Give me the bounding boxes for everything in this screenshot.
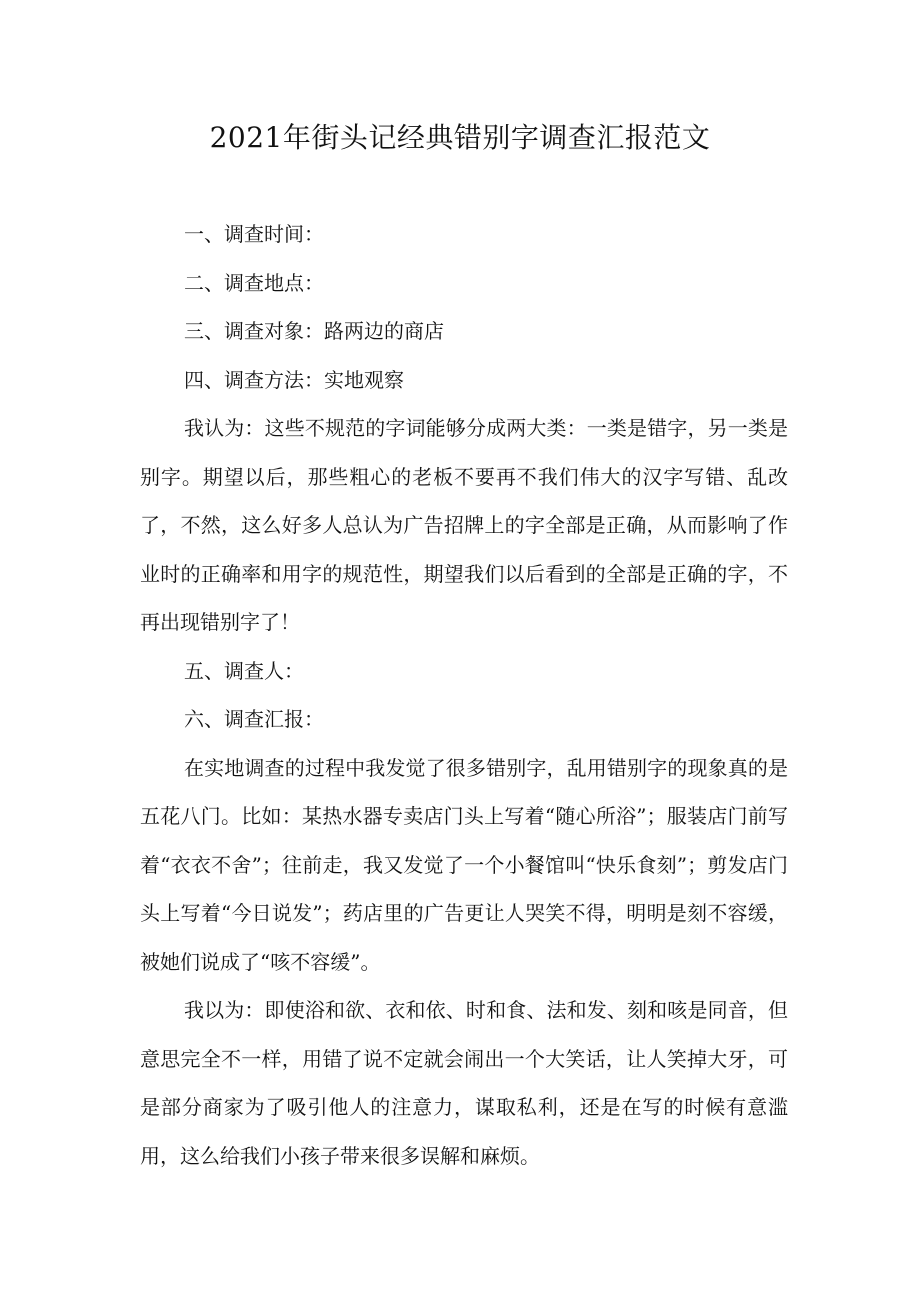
document-body (140, 210, 788, 1180)
survey-report-heading: 六、调查汇报： (184, 707, 324, 731)
document-title: 2021年街头记经典错别字调查汇报范文 (209, 121, 711, 154)
surveyor-line: 五、调查人： (184, 658, 304, 683)
survey-target-line: 三、调查对象：路两边的商店 (184, 319, 444, 343)
survey-location-line: 二、调查地点： (184, 270, 324, 295)
conclusion-paragraph: 我以为：即使浴和欲、衣和依、时和食、法和发、刻和咳是同音，但意思完全不一样，用错了说不定就会闹出一个大笑话，让人笑掉大牙，可是部分商家为了吸引他人的注意力，谋取私利，还是在写的时候有意滥用，这么给我们小孩子带来很多误解和麻烦。 (140, 998, 788, 1168)
opinion-paragraph: 我认为：这些不规范的字词能够分成两大类：一类是错字，另一类是别字。期望以后，那些粗心的老板不要再不我们伟大的汉字写错、乱改了，不然，这么好多人总认为广告招牌上的字全部是正确，从而影响了作业时的正确率和用字的规范性，期望我们以后看到的全部是正确的字，不再出现错别字了！ (140, 416, 788, 634)
survey-method-line: 四、调查方法：实地观察 (184, 367, 404, 392)
findings-paragraph: 在实地调查的过程中我发觉了很多错别字，乱用错别字的现象真的是五花八门。比如：某热水器专卖店门头上写着“随心所浴”；服装店门前写着“衣衣不舍”；往前走，我又发觉了一个小餐馆叫“快乐食刻”；剪发店门头上写着“今日说发”；药店里的广告更让人哭笑不得，明明是刻不容缓，被她们说成了“咳不容缓”。 (140, 755, 788, 974)
survey-time-line: 一、调查时间： (184, 222, 324, 246)
